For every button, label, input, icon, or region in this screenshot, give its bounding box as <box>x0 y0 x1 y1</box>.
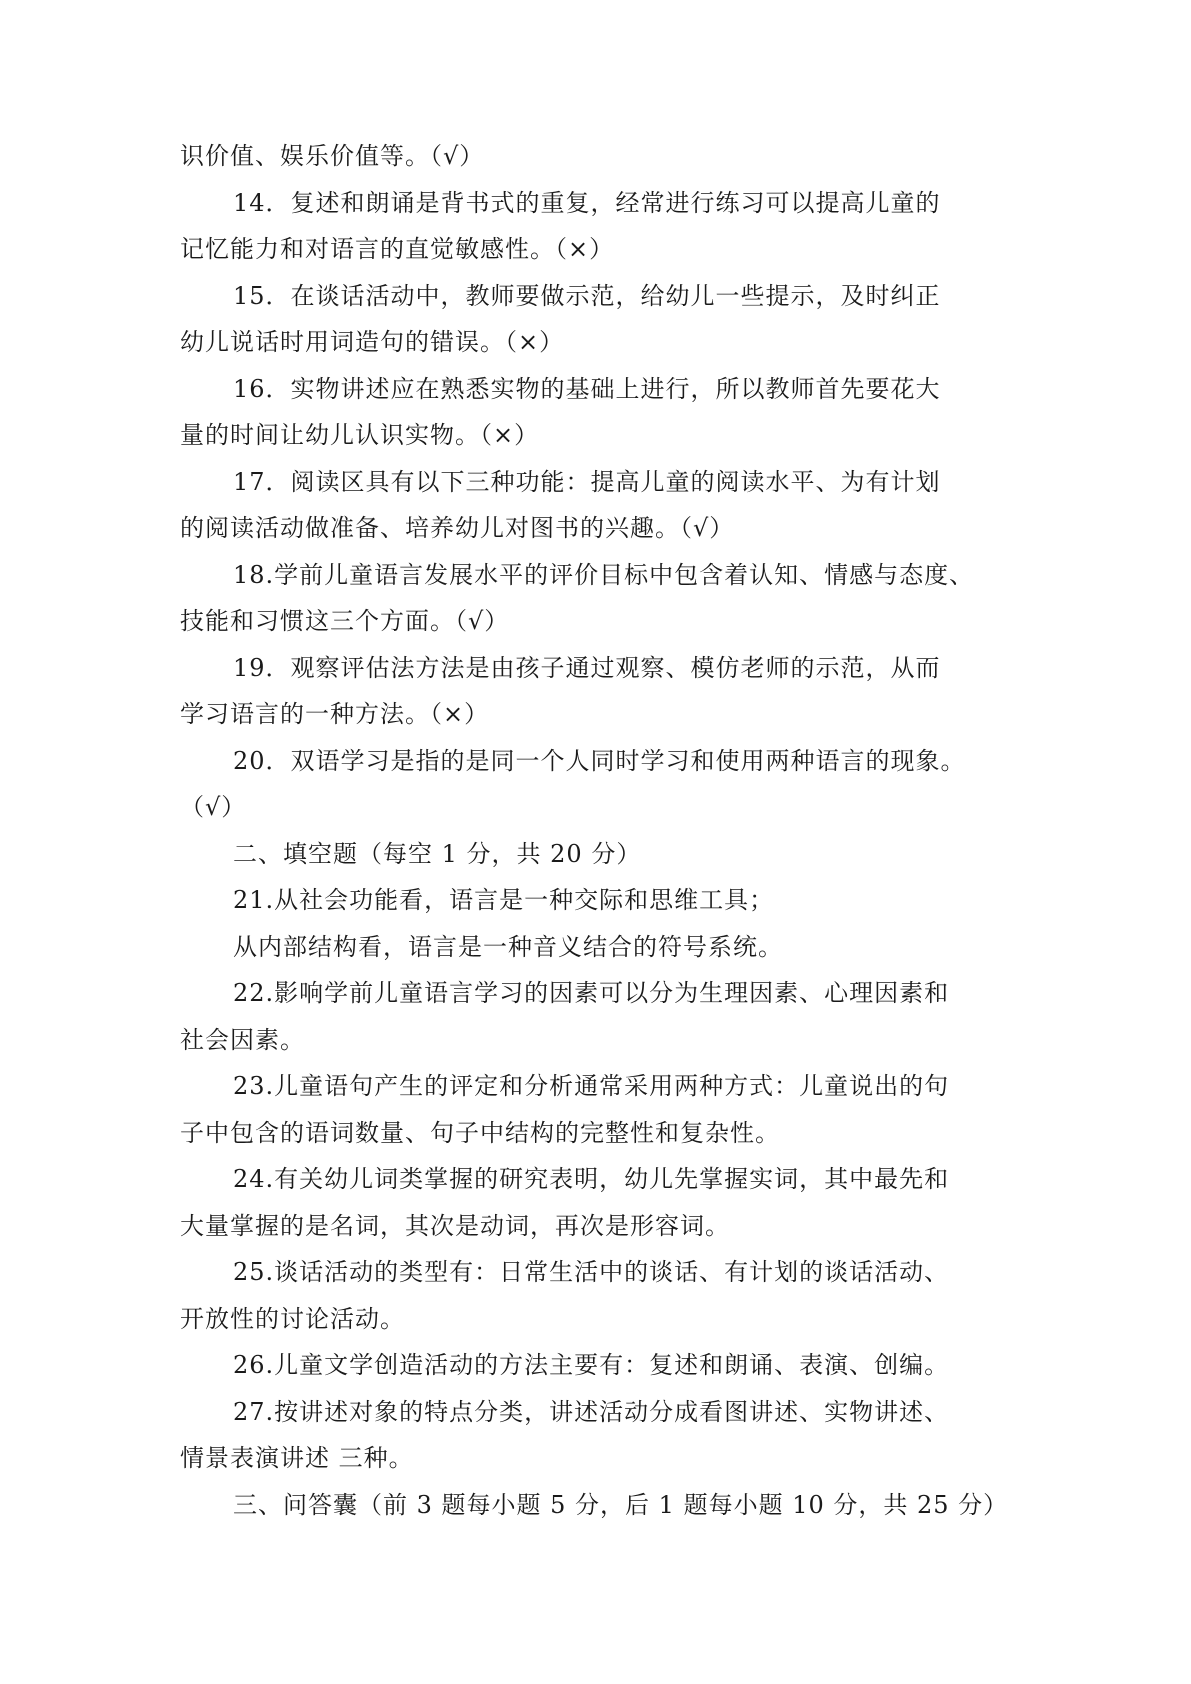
text-line: 14．复述和朗诵是背书式的重复，经常进行练习可以提高儿童的 <box>233 188 941 217</box>
section-heading: 二、填空题（每空 1 分，共 20 分） <box>233 839 642 868</box>
text-line: 开放性的讨论活动。 <box>180 1304 405 1333</box>
text-line: 27.按讲述对象的特点分类，讲述活动分成看图讲述、实物讲述、 <box>233 1397 950 1426</box>
section-heading: 三、问答囊（前 3 题每小题 5 分，后 1 题每小题 10 分，共 25 分） <box>233 1490 1009 1519</box>
text-line: 23.儿童语句产生的评定和分析通常采用两种方式：儿童说出的句 <box>233 1072 950 1100</box>
text-line: 记忆能力和对语言的直觉敏感性。（×） <box>180 235 615 263</box>
text-line: 18.学前儿童语言发展水平的评价目标中包含着认知、情感与态度、 <box>233 560 975 589</box>
text-line: 幼儿说话时用词造句的错误。（×） <box>180 328 565 356</box>
text-line: 25.谈话活动的类型有：日常生活中的谈话、有计划的谈话活动、 <box>233 1258 950 1286</box>
text-line: 21.从社会功能看，语言是一种交际和思维工具； <box>233 886 775 914</box>
text-line: 学习语言的一种方法。（×） <box>180 700 490 728</box>
text-line: 19．观察评估法方法是由孩子通过观察、模仿老师的示范，从而 <box>233 653 941 682</box>
text-line: 15．在谈话活动中，教师要做示范，给幼儿一些提示，及时纠正 <box>233 281 941 310</box>
text-line: 子中包含的语词数量、句子中结构的完整性和复杂性。 <box>180 1118 780 1147</box>
text-line: 16．实物讲述应在熟悉实物的基础上进行，所以教师首先要花大 <box>233 374 941 403</box>
text-line: 24.有关幼儿词类掌握的研究表明，幼儿先掌握实词，其中最先和 <box>233 1165 950 1193</box>
document-body <box>180 133 1020 1528</box>
text-line: 20．双语学习是指的是同一个人同时学习和使用两种语言的现象。 <box>233 746 966 775</box>
text-line: 22.影响学前儿童语言学习的因素可以分为生理因素、心理因素和 <box>233 979 950 1007</box>
text-line: 26.儿童文学创造活动的方法主要有：复述和朗诵、表演、创编。 <box>233 1351 950 1379</box>
text-line: （√） <box>180 793 247 821</box>
text-line: 识价值、娱乐价值等。（√） <box>180 142 485 170</box>
text-line: 从内部结构看，语言是一种音义结合的符号系统。 <box>233 932 783 961</box>
text-line: 大量掌握的是名词，其次是动词，再次是形容词。 <box>180 1211 730 1240</box>
text-line: 的阅读活动做准备、培养幼儿对图书的兴趣。（√） <box>180 514 735 542</box>
text-line: 技能和习惯这三个方面。（√） <box>180 607 510 635</box>
text-line: 社会因素。 <box>180 1025 305 1054</box>
text-line: 量的时间让幼儿认识实物。（×） <box>180 421 540 449</box>
text-line: 17．阅读区具有以下三种功能：提高儿童的阅读水平、为有计划 <box>233 467 941 496</box>
text-line: 情景表演讲述 三种。 <box>180 1444 414 1472</box>
